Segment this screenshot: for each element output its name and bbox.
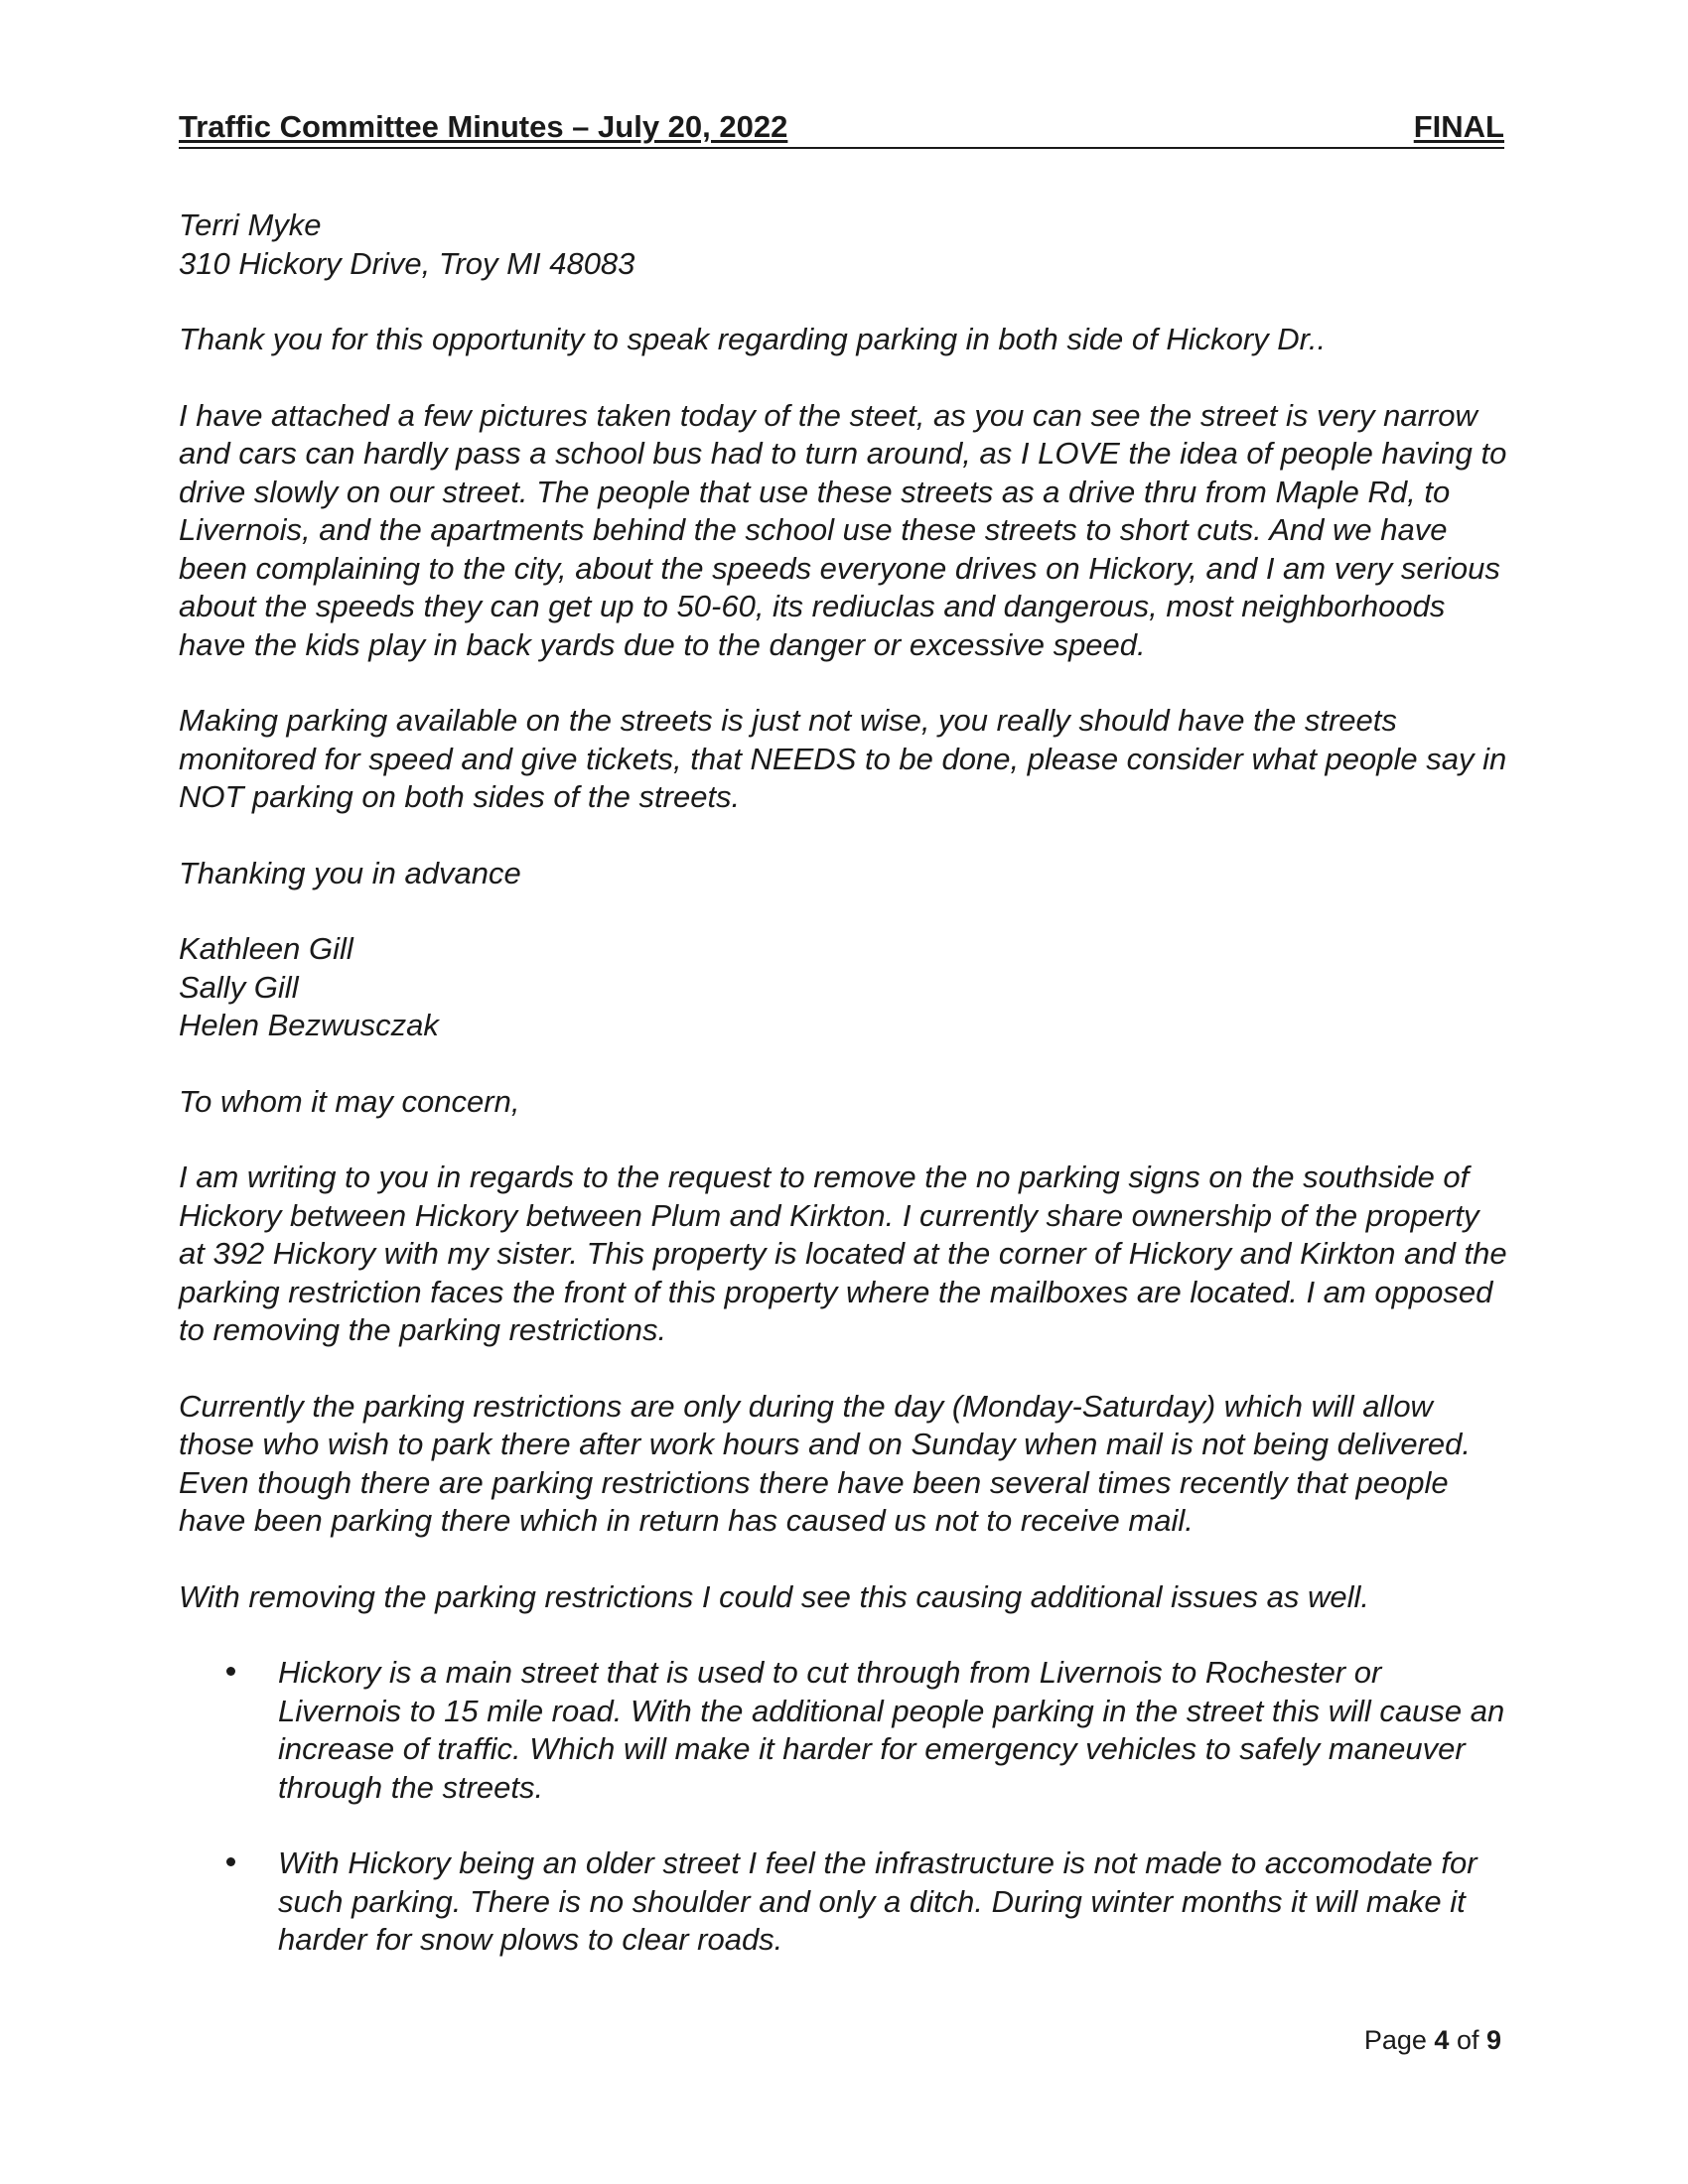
- letter2-paragraph-2: Currently the parking restrictions are only during the day (Monday-Saturday) which will allow those who wish to park there after work hours and on Sunday when mail is not being delivered. Even though there are parking restrictions there have been several times recently that people have been parking there which in return has caused us not to receive mail.: [179, 1388, 1472, 1538]
- letter1-paragraph-2: I have attached a few pictures taken today of the steet, as you can see the street is very narrow and cars can hardly pass a school bus had to turn around, as I LOVE the idea of people having to drive slowly on our street. The people that use these streets as a drive thru from Maple Rd, to Livernois, and the apartments behind the school use these streets to short cuts. And we have been complaining to the city, about the speeds everyone drives on Hickory, and I am very serious about the speeds they can get up to 50-60, its rediuclas and dangerous, most neighborhoods have the kids play in back yards due to the danger or excessive speed.: [179, 397, 1507, 662]
- page-number: [1364, 2025, 1501, 2056]
- document-title: Traffic Committee Minutes – July 20, 2022: [179, 109, 788, 144]
- letter1-paragraph-1: Thank you for this opportunity to speak regarding parking in both side of Hickory Dr..: [179, 322, 1327, 356]
- letter2-paragraph-1: I am writing to you in regards to the request to remove the no parking signs on the southside of Hickory between Hickory between Plum and Kirkton. I currently share ownership of the property at 392 Hickory with my sister. This property is located at the corner of Hickory and Kirkton and the parking restriction faces the front of this property where the mailboxes are located. I am opposed to removing the parking restrictions.: [179, 1160, 1507, 1347]
- letter2-paragraph-3: With removing the parking restrictions I could see this causing additional issues as well.: [179, 1578, 1369, 1614]
- list-item-text: With Hickory being an older street I feel the infrastructure is not made to accomodate for such parking. There is no shoulder and only a ditch. During winter months it will make it harder for snow plows to clear roads.: [278, 1845, 1477, 1957]
- letter1-paragraph-3: Making parking available on the streets is just not wise, you really should have the streets monitored for speed and give tickets, that NEEDS to be done, please consider what people say in NOT parking on both sides of the streets.: [179, 703, 1507, 814]
- document-body: [179, 206, 1509, 1997]
- document-status: FINAL: [1413, 109, 1504, 144]
- page-total: 9: [1485, 2025, 1501, 2055]
- letter1-closing: Thanking you in advance: [179, 855, 521, 890]
- letter1-address: 310 Hickory Drive, Troy MI 48083: [179, 245, 635, 281]
- page-header: [179, 109, 1504, 149]
- letter1-name: Terri Myke: [179, 207, 322, 242]
- bullet-icon: [226, 1857, 235, 1866]
- signer-name: Sally Gill: [179, 969, 299, 1005]
- bullet-icon: [226, 1667, 235, 1676]
- page-current: 4: [1434, 2025, 1450, 2055]
- page-of: of: [1449, 2025, 1486, 2055]
- signer-name: Kathleen Gill: [179, 931, 353, 966]
- signer-name: Helen Bezwusczak: [179, 1008, 439, 1042]
- page-prefix: Page: [1363, 2025, 1435, 2055]
- list-item: [179, 1844, 1509, 1960]
- concerns-list: [179, 1654, 1509, 1960]
- list-item: [179, 1654, 1509, 1807]
- list-item-text: Hickory is a main street that is used to cut through from Livernois to Rochester or Livernois to 15 mile road. With the additional people parking in the street this will cause an increase of traffic. Which will make it harder for emergency vehicles to safely maneuver through the streets.: [278, 1655, 1505, 1805]
- letter2-salutation: To whom it may concern,: [179, 1083, 520, 1119]
